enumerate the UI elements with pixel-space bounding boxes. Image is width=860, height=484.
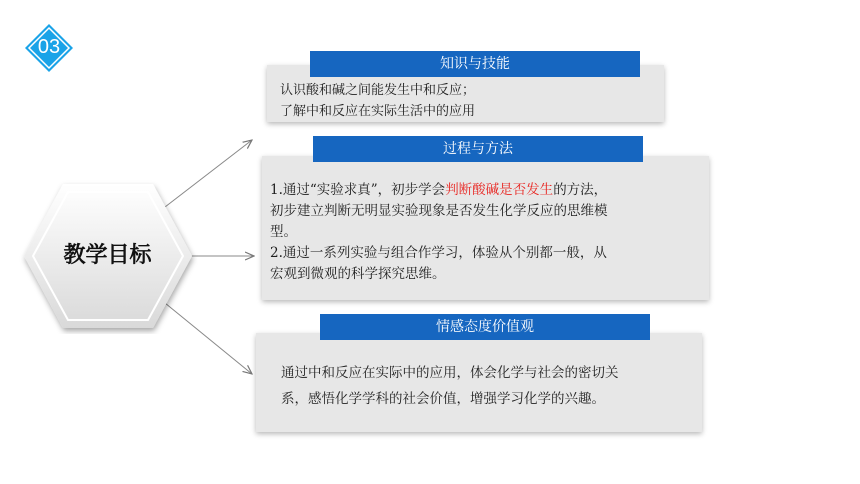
process-item-1-line-2: 初步建立判断无明显实验现象是否发生化学反应的思维模 (270, 203, 608, 219)
knowledge-line-1: 认识酸和碱之间能发生中和反应； (280, 83, 476, 98)
badge-number: 03 (37, 36, 61, 58)
emotion-header: 情感态度价值观 (320, 314, 650, 340)
process-highlight: 判断酸碱是否发生 (445, 182, 554, 198)
emotion-content (281, 360, 697, 412)
process-item-1-suffix: 的方法， (553, 182, 608, 198)
emotion-line-1: 通过中和反应在实际中的应用，体会化学与社会的密切关 (281, 365, 619, 381)
process-item-1-line-1 (270, 180, 706, 201)
process-item-2-line-1: 2.通过一系列实验与组合作学习，体验从个别都一般，从 (270, 245, 607, 261)
knowledge-content (280, 80, 660, 122)
center-label: 教学目标 (63, 243, 152, 268)
knowledge-header: 知识与技能 (310, 51, 640, 77)
process-item-2-line-2: 宏观到微观的科学探究思维。 (270, 266, 446, 282)
process-content (270, 180, 706, 285)
emotion-line-2: 系，感悟化学学科的社会价值，增强学习化学的兴趣。 (281, 391, 605, 407)
process-item-1-line-3: 型。 (270, 224, 297, 240)
knowledge-line-2: 了解中和反应在实际生活中的应用 (280, 104, 476, 119)
process-header: 过程与方法 (313, 136, 643, 162)
process-item-1-prefix: 1.通过“实验求真”，初步学会 (270, 182, 446, 198)
